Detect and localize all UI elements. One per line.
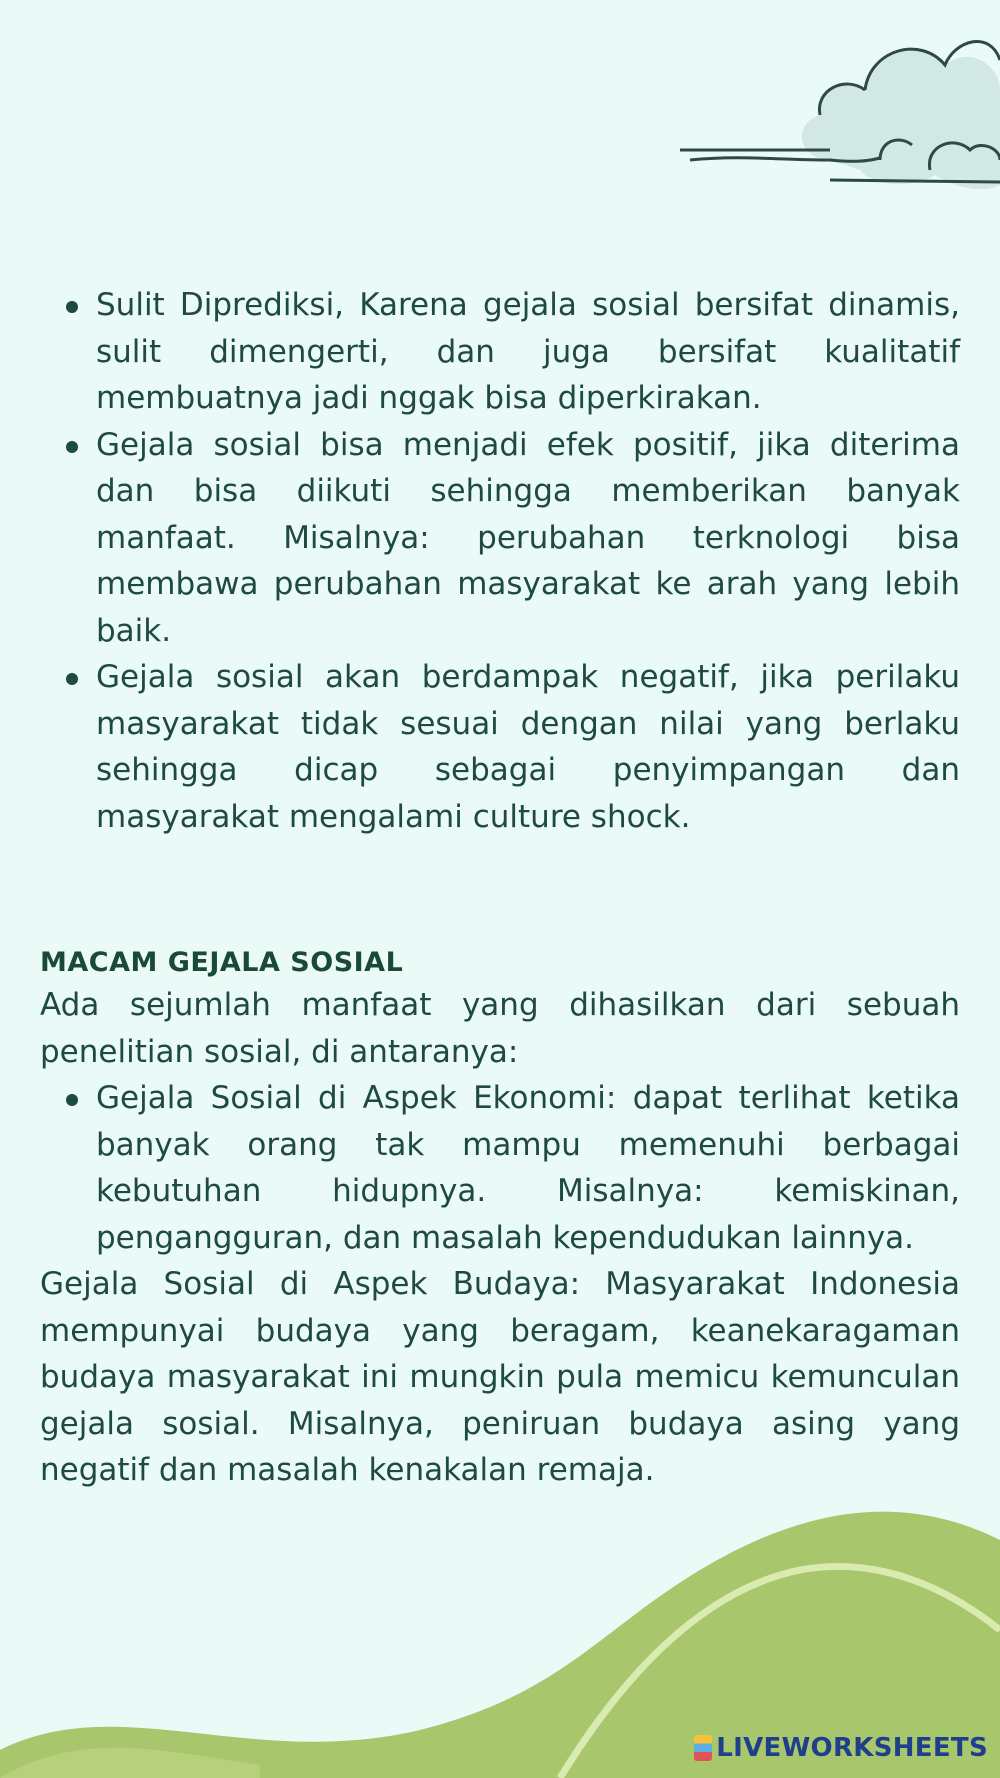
bullet-text: Sulit Diprediksi, Karena gejala sosial bersifat dinamis, sulit dimengerti, dan juga bersifat kualitatif membuatnya jadi nggak bisa diperkirakan.: [96, 287, 960, 416]
cloud-illustration: [680, 10, 1000, 220]
section-closing: Gejala Sosial di Aspek Budaya: Masyarakat Indonesia mempunyai budaya yang beragam, keanekaragaman budaya masyarakat ini mungkin pula memicu kemunculan gejala sosial. Misalnya, peniruan budaya asing yang negatif dan masalah kenakalan remaja.: [40, 1266, 960, 1488]
bullet-text: Gejala Sosial di Aspek Ekonomi: dapat terlihat ketika banyak orang tak mampu memenuhi berbagai kebutuhan hidupnya. Misalnya: kemiskinan, pengangguran, dan masalah kependudukan lainnya.: [96, 1080, 960, 1256]
list-item: [40, 1075, 960, 1261]
bullet-icon: [66, 441, 78, 453]
page-content: [40, 282, 960, 1494]
macam-gejala-section: [40, 944, 960, 1494]
list-item: [40, 654, 960, 840]
liveworksheets-logo-icon: [694, 1735, 712, 1761]
brand-text: LIVEWORKSHEETS: [716, 1733, 988, 1763]
bullet-icon: [66, 1094, 78, 1106]
section-bullet-list: [40, 1075, 960, 1261]
section-heading: MACAM GEJALA SOSIAL: [40, 947, 404, 978]
bullet-text: Gejala sosial akan berdampak negatif, jika perilaku masyarakat tidak sesuai dengan nilai yang berlaku sehingga dicap sebagai penyimpangan dan masyarakat mengalami culture shock.: [96, 659, 960, 835]
list-item: [40, 422, 960, 655]
list-item: [40, 282, 960, 422]
bullet-text: Gejala sosial bisa menjadi efek positif, jika diterima dan bisa diikuti sehingga memberikan banyak manfaat. Misalnya: perubahan terknologi bisa membawa perubahan masyarakat ke arah yang lebih baik.: [96, 426, 960, 649]
section-intro: Ada sejumlah manfaat yang dihasilkan dari sebuah penelitian sosial, di antaranya:: [40, 987, 960, 1070]
liveworksheets-brand: [694, 1732, 988, 1764]
bullet-icon: [66, 301, 78, 313]
top-bullet-list: [40, 282, 960, 840]
bullet-icon: [66, 673, 78, 685]
